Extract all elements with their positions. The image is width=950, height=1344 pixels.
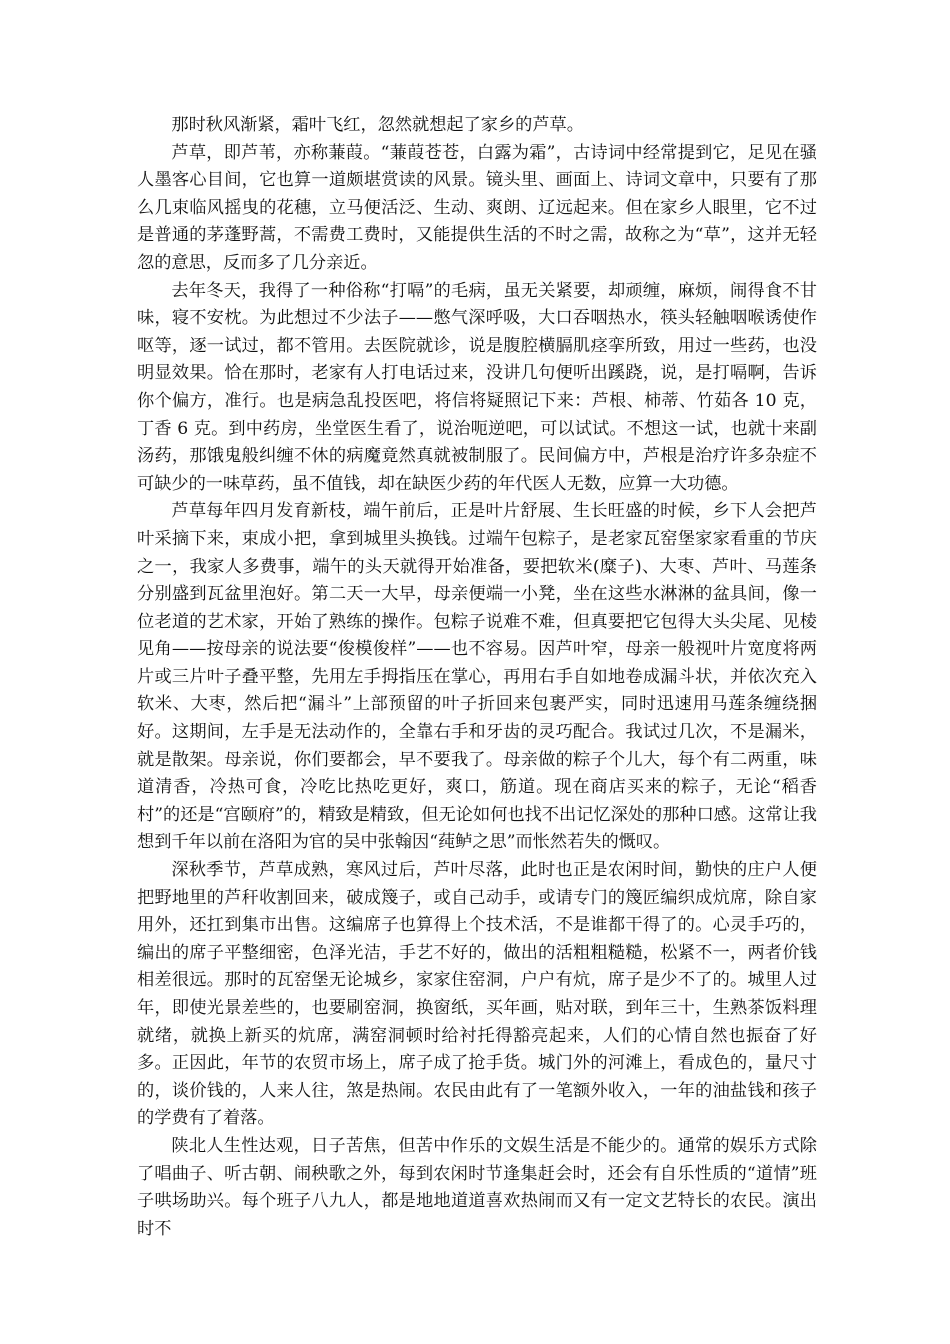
paragraph-reed-mats: 深秋季节，芦草成熟，寒风过后，芦叶尽落，此时也正是农闲时间，勤快的庄户人便把野地里的芦秆收割回来，破成篾子，或自己动手，或请专门的篾匠编织成炕席，除自家用外，还扛到集市出售。这编席子也算得上个技术活，不是谁都干得了的。心灵手巧的，编出的席子平整细密，色泽光洁，手艺不好的，做出的活粗粗糙糙，松紧不一，两者价钱相差很远。那时的瓦窑堡无论城乡，家家住窑洞，户户有炕，席子是少不了的。城里人过年，即使光景差些的，也要刷窑洞，换窗纸，买年画，贴对联，到年三十，生熟茶饭料理就绪，就换上新买的炕席，满窑洞顿时给衬托得豁亮起来，人们的心情自然也振奋了好多。正因此，年节的农贸市场上，席子成了抢手货。城门外的河滩上，看成色的，量尺寸的，谈价钱的，人来人往，煞是热闹。农民由此有了一笔额外收入，一年的油盐钱和孩子的学费有了着落。 <box>137 860 817 1129</box>
paragraph-hiccup-remedy: 去年冬天，我得了一种俗称“打嗝”的毛病，虽无关紧要，却顽缠，麻烦，闹得食不甘味，寝不安枕。为此想过不少法子——憋气深呼吸，大口吞咽热水，筷头轻触咽喉诱使作呕等，逐一试过，都不管用。去医院就诊，说是腹腔横膈肌痉挛所致，用过一些药，也没明显效果。恰在那时，老家有人打电话过来，没讲几句便听出蹊跷，说，是打嗝啊，告诉你个偏方，准行。也是病急乱投医吧，将信将疑照记下来：芦根、柿蒂、竹茹各 10 克，丁香 6 克。到中药房，坐堂医生看了，说治呃逆吧，可以试试。不想这一试，也就十来副汤药，那饿鬼般纠缠不休的病魔竟然真就被制服了。民间偏方中，芦根是治疗许多杂症不可缺少的一味草药，虽不值钱，却在缺医少药的年代医人无数，应算一大功德。 <box>137 280 817 494</box>
paragraph-autumn-memory: 那时秋风渐紧，霜叶飞红，忽然就想起了家乡的芦草。 <box>171 115 584 135</box>
paragraph-reed-intro: 芦草，即芦苇，亦称蒹葭。“蒹葭苍苍，白露为霜”，古诗词中经常提到它，足见在骚人墨客心目间，它也算一道颇堪赏读的风景。镜头里、画面上、诗词文章中，只要有了那么几束临风摇曳的花穗，立马便活泛、生动、爽朗、辽远起来。但在家乡人眼里，它不过是普通的茅蓬野蒿，不需费工费时，又能提供生活的不时之需，故称之为“草”，这并无轻忽的意思，反而多了几分亲近。 <box>137 142 817 273</box>
document-body <box>137 112 817 1243</box>
paragraph-zongzi: 芦草每年四月发育新枝，端午前后，正是叶片舒展、生长旺盛的时候，乡下人会把芦叶采摘下来，束成小把，拿到城里头换钱。过端午包粽子，是老家瓦窑堡家家看重的节庆之一，我家人多费事，端午的头天就得开始准备，要把软米(糜子)、大枣、芦叶、马莲条分别盛到瓦盆里泡好。第二天一大早，母亲便端一小凳，坐在这些水淋淋的盆具间，像一位老道的艺术家，开始了熟练的操作。包粽子说难不难，但真要把它包得大头尖尾、见棱见角——按母亲的说法要“俊模俊样”——也不容易。因芦叶窄，母亲一般视叶片宽度将两片或三片叶子叠平整，先用左手拇指压在掌心，再用右手自如地卷成漏斗状，并依次充入软米、大枣，然后把“漏斗”上部预留的叶子折回来包裹严实，同时迅速用马莲条缠绕捆好。这期间，左手是无法动作的，全靠右手和牙齿的灵巧配合。我试过几次，不是漏米，就是散架。母亲说，你们要都会，早不要我了。母亲做的粽子个儿大，每个有二两重，味道清香，冷热可食，冷吃比热吃更好，爽口，筋道。现在商店买来的粽子，无论“稻香村”的还是“宫颐府”的，精致是精致，但无论如何也找不出记忆深处的那种口感。这常让我想到千年以前在洛阳为官的吴中张翰因“莼鲈之思”而怅然若失的慨叹。 <box>137 501 817 853</box>
paragraph-daoqing: 陕北人生性达观，日子苦焦，但苦中作乐的文娱生活是不能少的。通常的娱乐方式除了唱曲子、听古朝、闹秧歌之外，每到农闲时节逢集赶会时，还会有自乐性质的“道情”班子哄场助兴。每个班子八九人，都是地地道道喜欢热闹而又有一定文艺特长的农民。演出时不 <box>137 1135 817 1239</box>
